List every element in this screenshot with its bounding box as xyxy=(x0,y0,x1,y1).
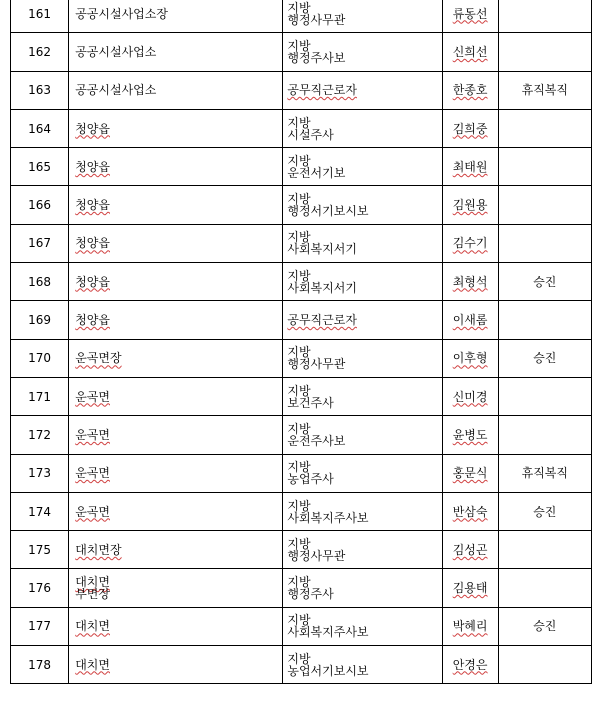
row-number-cell xyxy=(11,224,69,262)
unit-cell xyxy=(69,454,283,492)
row-number-cell xyxy=(11,186,69,224)
person-name: 김용태 xyxy=(452,581,488,596)
person-name: 안경은 xyxy=(452,657,488,672)
person-name: 김수기 xyxy=(452,236,488,251)
unit-cell xyxy=(69,531,283,569)
person-name: 류동선 xyxy=(452,6,488,21)
rank-text: 운전주사보 xyxy=(287,433,346,448)
rank-cell xyxy=(283,109,442,147)
person-name: 김원용 xyxy=(452,198,488,213)
unit-cell xyxy=(69,301,283,339)
note-text: 승진 xyxy=(533,619,557,634)
rank-text: 지방 xyxy=(287,613,311,628)
unit-cell xyxy=(69,0,283,33)
note-cell xyxy=(498,339,591,377)
rank-text: 시설주사 xyxy=(287,127,334,142)
table-row xyxy=(11,492,592,530)
rank-cell xyxy=(283,454,442,492)
rank-text: 지방 xyxy=(287,421,311,436)
rank-cell xyxy=(283,646,442,684)
name-cell xyxy=(442,33,498,71)
person-name: 박혜리 xyxy=(452,619,488,634)
unit-text: 청양읍 xyxy=(75,236,110,251)
rank-text: 지방 xyxy=(287,383,311,398)
row-number: 177 xyxy=(28,619,52,634)
row-number: 178 xyxy=(28,657,52,672)
table-row xyxy=(11,33,592,71)
rank-text: 운전서기보 xyxy=(287,165,346,180)
rank-cell xyxy=(283,0,442,33)
rank-text: 지방 xyxy=(287,460,311,475)
name-cell xyxy=(442,148,498,186)
row-number-cell xyxy=(11,339,69,377)
row-number-cell xyxy=(11,646,69,684)
person-name: 최형석 xyxy=(452,274,488,289)
rank-text: 농업서기보시보 xyxy=(287,663,369,678)
table-row xyxy=(11,339,592,377)
note-cell xyxy=(498,607,591,645)
unit-text: 운곡면 xyxy=(75,427,110,442)
table-row xyxy=(11,377,592,415)
name-cell xyxy=(442,607,498,645)
row-number-cell xyxy=(11,71,69,109)
unit-cell xyxy=(69,569,283,607)
note-cell xyxy=(498,416,591,454)
rank-cell xyxy=(283,224,442,262)
unit-cell xyxy=(69,416,283,454)
row-number: 163 xyxy=(28,83,52,98)
row-number: 168 xyxy=(28,274,52,289)
rank-cell xyxy=(283,531,442,569)
rank-text: 지방 xyxy=(287,230,311,245)
rank-text: 행정사무관 xyxy=(287,548,346,563)
rank-cell xyxy=(283,186,442,224)
name-cell xyxy=(442,377,498,415)
unit-text: 공공시설사업소 xyxy=(75,44,157,59)
note-cell xyxy=(498,0,591,33)
unit-text: 운곡면장 xyxy=(75,351,122,366)
person-name: 이후형 xyxy=(452,351,488,366)
rank-cell xyxy=(283,492,442,530)
table-row xyxy=(11,71,592,109)
row-number: 166 xyxy=(28,198,52,213)
person-name: 신미경 xyxy=(452,389,488,404)
person-name: 김성곤 xyxy=(452,542,488,557)
unit-text: 대치면 xyxy=(75,619,110,634)
unit-cell xyxy=(69,607,283,645)
note-cell xyxy=(498,454,591,492)
unit-text: 대치면 xyxy=(75,575,110,590)
name-cell xyxy=(442,531,498,569)
rank-text: 지방 xyxy=(287,0,311,15)
row-number: 171 xyxy=(28,389,52,404)
unit-text: 운곡면 xyxy=(75,466,110,481)
note-cell xyxy=(498,224,591,262)
rank-cell xyxy=(283,71,442,109)
unit-text: 대치면 xyxy=(75,657,110,672)
row-number-cell xyxy=(11,33,69,71)
person-name: 홍문식 xyxy=(452,466,488,481)
rank-text: 지방 xyxy=(287,575,311,590)
table-row xyxy=(11,607,592,645)
note-cell xyxy=(498,109,591,147)
rank-text: 지방 xyxy=(287,115,311,130)
row-number-cell xyxy=(11,492,69,530)
note-cell xyxy=(498,531,591,569)
row-number-cell xyxy=(11,416,69,454)
person-name: 김희중 xyxy=(452,121,488,136)
note-text: 휴직복직 xyxy=(521,83,568,98)
row-number: 173 xyxy=(28,466,52,481)
unit-cell xyxy=(69,109,283,147)
unit-cell xyxy=(69,646,283,684)
rank-text: 사회복지서기 xyxy=(287,242,357,257)
name-cell xyxy=(442,492,498,530)
name-cell xyxy=(442,186,498,224)
rank-text: 지방 xyxy=(287,498,311,513)
rank-cell xyxy=(283,301,442,339)
rank-text: 행정서기보시보 xyxy=(287,204,369,219)
note-cell xyxy=(498,492,591,530)
note-text: 승진 xyxy=(533,504,557,519)
name-cell xyxy=(442,71,498,109)
row-number-cell xyxy=(11,148,69,186)
table-row xyxy=(11,569,592,607)
row-number-cell xyxy=(11,531,69,569)
unit-cell xyxy=(69,339,283,377)
rank-cell xyxy=(283,607,442,645)
row-number-cell xyxy=(11,377,69,415)
unit-text: 청양읍 xyxy=(75,198,110,213)
person-name: 반삼숙 xyxy=(452,504,488,519)
row-number-cell xyxy=(11,569,69,607)
note-cell xyxy=(498,569,591,607)
table-row xyxy=(11,531,592,569)
note-cell xyxy=(498,377,591,415)
name-cell xyxy=(442,263,498,301)
rank-text: 지방 xyxy=(287,536,311,551)
unit-cell xyxy=(69,33,283,71)
person-name: 한종호 xyxy=(452,83,488,98)
row-number: 175 xyxy=(28,542,52,557)
note-cell xyxy=(498,301,591,339)
table-row xyxy=(11,0,592,33)
rank-text: 행정사무관 xyxy=(287,12,346,27)
row-number: 170 xyxy=(28,351,52,366)
unit-text: 청양읍 xyxy=(75,159,110,174)
rank-cell xyxy=(283,416,442,454)
unit-text: 운곡면 xyxy=(75,504,110,519)
name-cell xyxy=(442,109,498,147)
row-number: 165 xyxy=(28,159,52,174)
name-cell xyxy=(442,224,498,262)
rank-text: 지방 xyxy=(287,38,311,53)
name-cell xyxy=(442,339,498,377)
rank-text: 사회복지주사보 xyxy=(287,625,369,640)
name-cell xyxy=(442,569,498,607)
note-cell xyxy=(498,263,591,301)
table-row xyxy=(11,224,592,262)
unit-cell xyxy=(69,377,283,415)
rank-cell xyxy=(283,148,442,186)
person-name: 신희선 xyxy=(452,44,488,59)
row-number-cell xyxy=(11,607,69,645)
rank-text: 행정주사보 xyxy=(287,50,346,65)
note-cell xyxy=(498,186,591,224)
rank-cell xyxy=(283,263,442,301)
rank-text: 농업주사 xyxy=(287,472,334,487)
unit-text: 청양읍 xyxy=(75,274,110,289)
note-cell xyxy=(498,148,591,186)
rank-text: 보건주사 xyxy=(287,395,334,410)
unit-text: 운곡면 xyxy=(75,389,110,404)
rank-text: 지방 xyxy=(287,345,311,360)
name-cell xyxy=(442,301,498,339)
row-number: 172 xyxy=(28,427,52,442)
rank-cell xyxy=(283,339,442,377)
row-number: 162 xyxy=(28,44,52,59)
row-number-cell xyxy=(11,0,69,33)
row-number-cell xyxy=(11,109,69,147)
table-row xyxy=(11,454,592,492)
note-text: 승진 xyxy=(533,274,557,289)
unit-cell xyxy=(69,186,283,224)
row-number-cell xyxy=(11,454,69,492)
unit-text: 청양읍 xyxy=(75,313,110,328)
note-cell xyxy=(498,33,591,71)
rank-text: 사회복지주사보 xyxy=(287,510,369,525)
note-text: 승진 xyxy=(533,351,557,366)
unit-text: 공공시설사업소 xyxy=(75,83,157,98)
row-number: 174 xyxy=(28,504,52,519)
table-row xyxy=(11,186,592,224)
rank-text: 공무직근로자 xyxy=(287,83,357,98)
rank-text: 지방 xyxy=(287,192,311,207)
person-name: 이새롬 xyxy=(452,313,488,328)
table-row xyxy=(11,646,592,684)
unit-cell xyxy=(69,263,283,301)
person-name: 윤병도 xyxy=(452,427,488,442)
rank-cell xyxy=(283,377,442,415)
table-row xyxy=(11,301,592,339)
row-number: 169 xyxy=(28,313,52,328)
rank-cell xyxy=(283,569,442,607)
note-cell xyxy=(498,71,591,109)
rank-cell xyxy=(283,33,442,71)
name-cell xyxy=(442,416,498,454)
personnel-table xyxy=(10,0,592,684)
person-name: 최태원 xyxy=(452,159,488,174)
unit-cell xyxy=(69,148,283,186)
row-number: 167 xyxy=(28,236,52,251)
table-row xyxy=(11,109,592,147)
rank-text: 지방 xyxy=(287,651,311,666)
table-row xyxy=(11,148,592,186)
name-cell xyxy=(442,454,498,492)
rank-text: 지방 xyxy=(287,268,311,283)
rank-text: 지방 xyxy=(287,153,311,168)
rank-text: 사회복지서기 xyxy=(287,280,357,295)
name-cell xyxy=(442,646,498,684)
table-row xyxy=(11,416,592,454)
unit-cell xyxy=(69,492,283,530)
unit-cell xyxy=(69,224,283,262)
note-cell xyxy=(498,646,591,684)
rank-text: 행정사무관 xyxy=(287,357,346,372)
row-number: 164 xyxy=(28,121,52,136)
personnel-table-body xyxy=(11,0,592,684)
row-number: 176 xyxy=(28,581,52,596)
note-text: 휴직복직 xyxy=(521,466,568,481)
table-row xyxy=(11,263,592,301)
name-cell xyxy=(442,0,498,33)
row-number: 161 xyxy=(28,6,52,21)
unit-text: 대치면장 xyxy=(75,542,122,557)
row-number-cell xyxy=(11,301,69,339)
rank-text: 공무직근로자 xyxy=(287,313,357,328)
unit-cell xyxy=(69,71,283,109)
row-number-cell xyxy=(11,263,69,301)
unit-text: 청양읍 xyxy=(75,121,110,136)
rank-text: 행정주사 xyxy=(287,587,334,602)
unit-text: 공공시설사업소장 xyxy=(75,6,168,21)
unit-text: 부면장 xyxy=(75,587,110,602)
